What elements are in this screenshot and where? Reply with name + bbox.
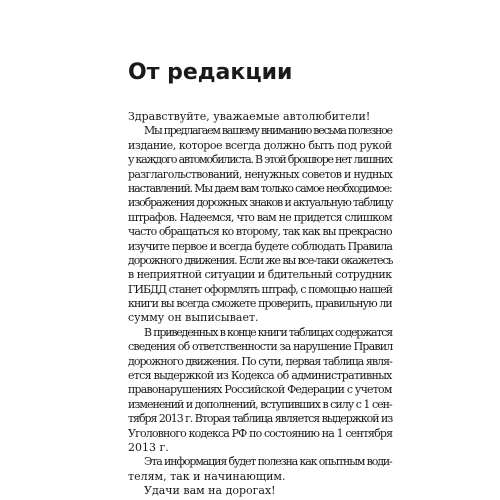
text-line: дорожного движения. Если же вы все-таки окажетесь [128, 253, 393, 267]
text-line: изображения дорожных знаков и актуальную таблицу [128, 196, 393, 210]
text-line: изучите первое и всегда будете соблюдать Правила [128, 239, 393, 253]
text-line: разглагольствований, ненужных советов и нудных [128, 167, 393, 181]
text-line: сведения об ответственности за нарушение Правил [128, 340, 393, 354]
text-line: сумму он выписывает. [128, 311, 259, 325]
text-line: 2013 г. [128, 440, 169, 454]
text-line: ется выдержкой из Кодекса об административных [128, 369, 392, 383]
text-line: Уголовного кодекса РФ по состоянию на 1 сентября [128, 426, 393, 440]
text-line: Удачи вам на дорогах! [144, 484, 276, 498]
text-line: у каждого автомобилиста. В этой брошюре нет лишних [128, 153, 392, 167]
text-line: часто обращаться ко второму, так как вы прекрасно [128, 225, 392, 239]
editorial-text [128, 110, 392, 499]
text-line: В приведенных в конце книги таблицах содержатся [144, 325, 393, 339]
text-line: тября 2013 г. Вторая таблица является выдержкой из [128, 412, 393, 426]
text-line: правонарушениях Российской Федерации с учетом [128, 383, 392, 397]
text-line: Здравствуйте, уважаемые автолюбители! [128, 110, 371, 123]
text-line: наставлений. Мы даем вам только самое необходимое: [128, 181, 392, 195]
text-line: Мы предлагаем вашему вниманию весьма полезное [144, 124, 392, 138]
text-line: дорожного движения. По сути, первая таблица явля- [128, 354, 392, 368]
text-line: Эта информация будет полезна как опытным води- [144, 455, 392, 469]
text-line: в неприятной ситуации и бдительный сотрудник [128, 268, 392, 282]
text-line: ГИБДД станет оформлять штраф, с помощью нашей [128, 282, 393, 296]
text-line: телям, так и начинающим. [128, 469, 286, 483]
text-line: изменений и дополнений, вступивших в силу с 1 сен- [128, 397, 392, 411]
text-line: штрафов. Надеемся, что вам не придется слишком [128, 210, 392, 224]
text-line: книги вы всегда сможете проверить, правильную ли [128, 297, 392, 311]
page-title: От редакции [128, 60, 293, 85]
text-line: издание, которое всегда должно быть под рукой [128, 138, 392, 152]
